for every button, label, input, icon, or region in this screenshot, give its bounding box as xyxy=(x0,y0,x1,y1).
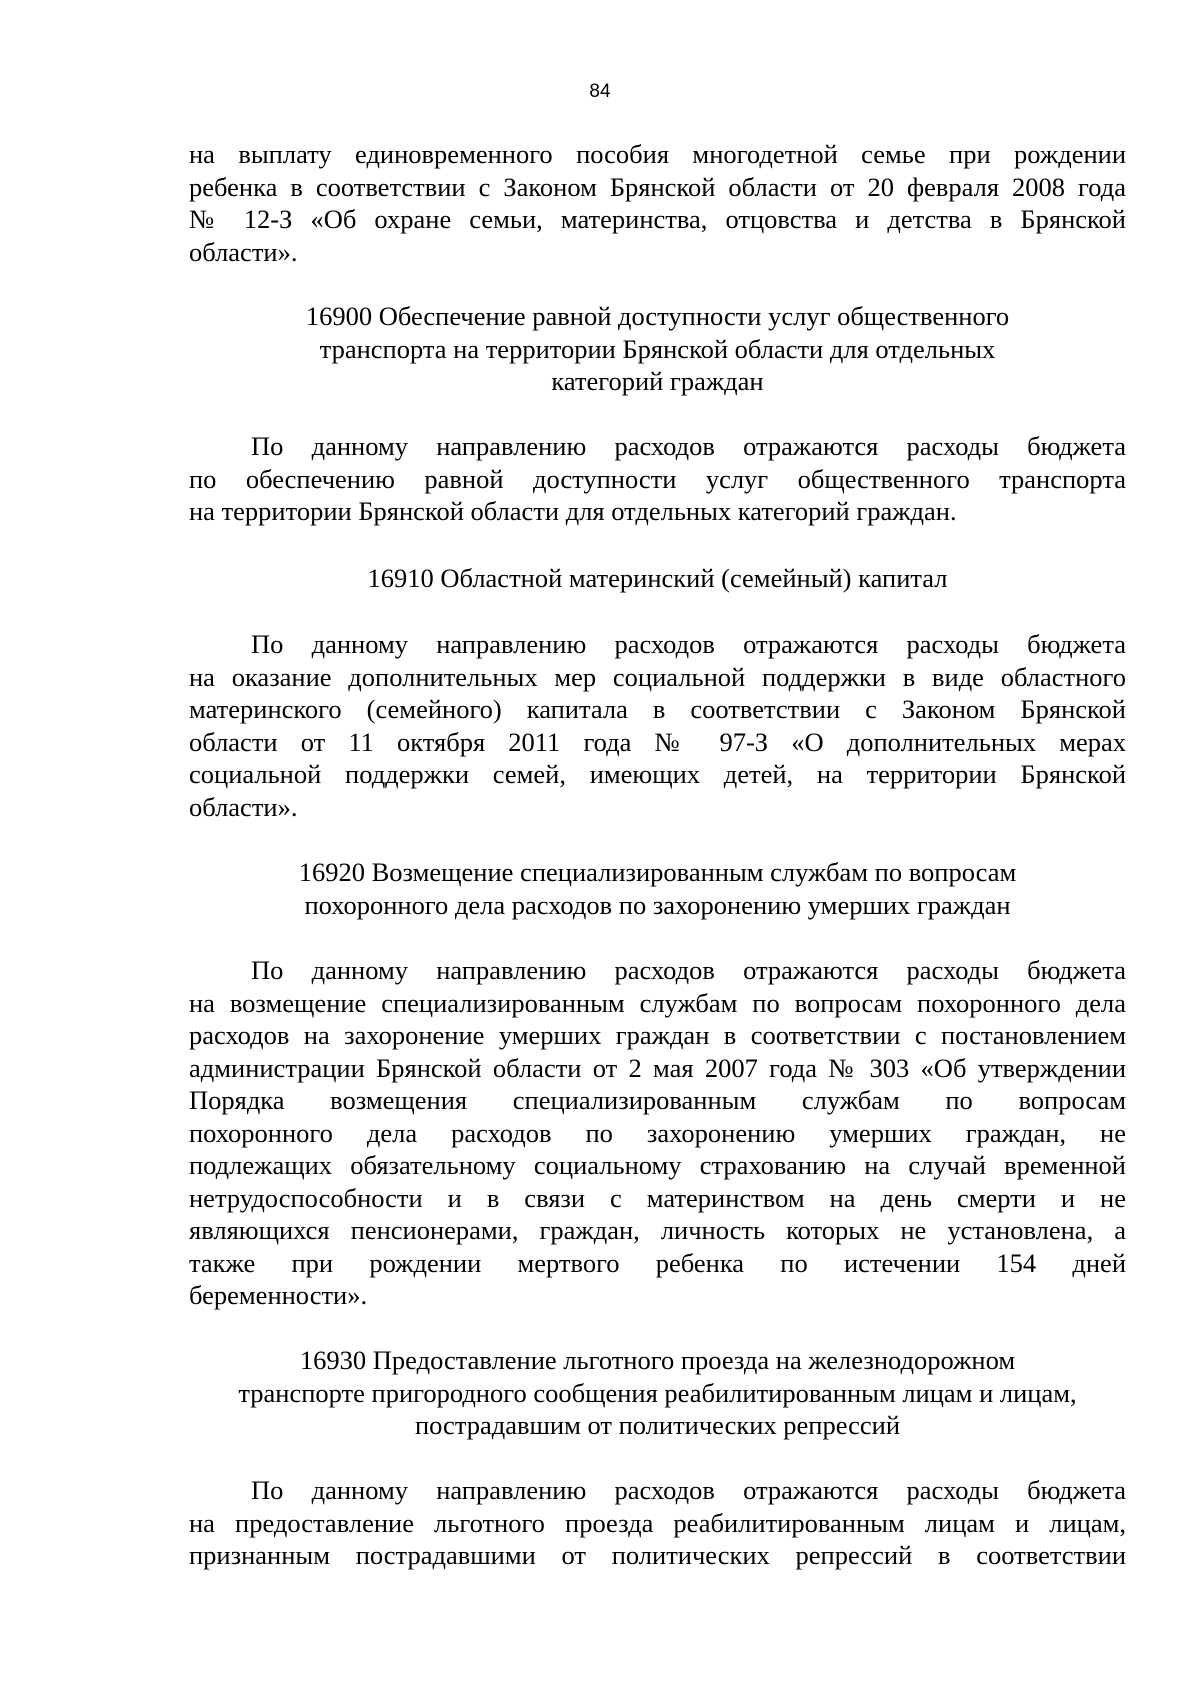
heading-line: транспорта на территории Брянской области для отдельных xyxy=(319,333,996,364)
heading-line: транспорте пригородного сообщения реабилитированным лицам и лицам, xyxy=(238,1377,1077,1408)
text-line: По данному направлению расходов отражаются расходы бюджета xyxy=(251,955,1126,985)
text-line: области». xyxy=(189,791,298,822)
text-line: администрации Брянской области от 2 мая 2007 года № 303 «Об утверждении xyxy=(189,1052,1126,1083)
text-line: По данному направлению расходов отражаются расходы бюджета xyxy=(251,629,1126,659)
text-line: беременности». xyxy=(189,1280,368,1310)
text-line: По данному направлению расходов отражаются расходы бюджета xyxy=(251,431,1126,461)
paragraph-intro xyxy=(189,138,1126,268)
text-line: по обеспечению равной доступности услуг общественного транспорта xyxy=(189,463,1126,494)
text-line: являющихся пенсионерами, граждан, личность которых не установлена, а xyxy=(189,1215,1126,1245)
text-line: По данному направлению расходов отражаются расходы бюджета xyxy=(251,1475,1126,1505)
heading-line: похоронного дела расходов по захоронению умерших граждан xyxy=(304,889,1011,920)
text-line: нетрудоспособности и в связи с материнством на день смерти и не xyxy=(189,1182,1126,1213)
text-line: на предоставление льготного проезда реабилитированным лицам и лицам, xyxy=(189,1507,1126,1538)
text-line: на территории Брянской области для отдельных категорий граждан. xyxy=(189,496,957,526)
heading-line: 16900 Обеспечение равной доступности услуг общественного xyxy=(305,301,1010,331)
paragraph-16900 xyxy=(189,430,1126,528)
text-line: материнского (семейного) капитала в соответствии с Законом Брянской xyxy=(189,694,1126,724)
text-line: на выплату единовременного пособия многодетной семье при рождении xyxy=(189,139,1126,169)
text-line: социальной поддержки семей, имеющих детей, на территории Брянской xyxy=(189,759,1126,789)
section-heading-16900 xyxy=(189,300,1126,398)
heading-line: категорий граждан xyxy=(551,366,764,396)
text-line: расходов на захоронение умерших граждан в соответствии с постановлением xyxy=(189,1020,1126,1050)
text-line: на оказание дополнительных мер социальной поддержки в виде областного xyxy=(189,661,1126,692)
text-line: № 12-З «Об охране семьи, материнства, отцовства и детства в Брянской xyxy=(189,204,1126,234)
heading-line: 16910 Областной материнский (семейный) капитал xyxy=(367,563,948,593)
text-line: на возмещение специализированным службам по вопросам похоронного дела xyxy=(189,987,1126,1018)
text-line: области». xyxy=(189,236,298,267)
section-heading-16910 xyxy=(189,562,1126,595)
paragraph-16920 xyxy=(189,954,1126,1312)
text-line: похоронного дела расходов по захоронению умерших граждан, не xyxy=(189,1117,1126,1148)
heading-line: пострадавшим от политических репрессий xyxy=(414,1410,901,1440)
paragraph-16930 xyxy=(189,1474,1126,1572)
text-line: области от 11 октября 2011 года № 97-З «О дополнительных мерах xyxy=(189,726,1126,757)
page-number: 84 xyxy=(589,81,611,102)
heading-line: 16930 Предоставление льготного проезда на железнодорожном xyxy=(299,1345,1016,1375)
paragraph-16910 xyxy=(189,628,1126,823)
text-line: также при рождении мертвого ребенка по истечении 154 дней xyxy=(189,1247,1126,1278)
heading-line: 16920 Возмещение специализированным службам по вопросам xyxy=(298,857,1017,887)
text-line: ребенка в соответствии с Законом Брянской области от 20 февраля 2008 года xyxy=(189,171,1126,202)
text-line: Порядка возмещения специализированным службам по вопросам xyxy=(189,1085,1126,1115)
text-line: признанным пострадавшими от политических репрессий в соответствии xyxy=(189,1540,1126,1570)
section-heading-16920 xyxy=(189,856,1126,921)
text-line: подлежащих обязательному социальному страхованию на случай временной xyxy=(189,1150,1126,1180)
section-heading-16930 xyxy=(189,1344,1126,1442)
